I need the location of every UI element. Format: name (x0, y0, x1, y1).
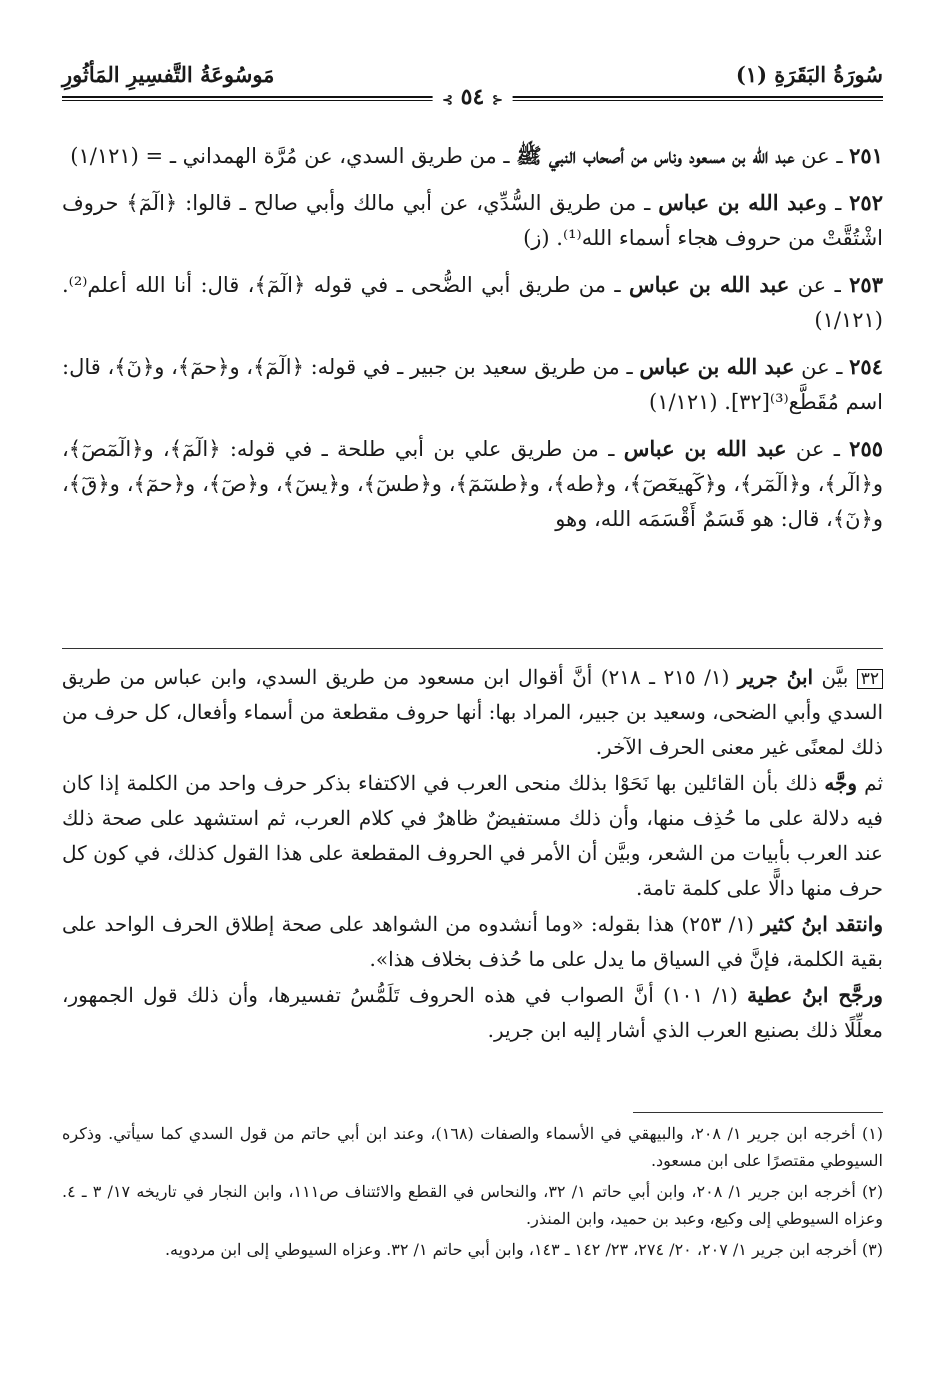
narrator: عبد الله بن مسعود وناس من أصحاب النبي ﷺ (516, 143, 795, 168)
entry-text: ـ من طريق سعيد بن جبير ـ في قوله: ﴿الٓمٓ﴾، و﴿حمٓ﴾، و﴿نٓ﴾، قال: اسم مُقَطَّع⁽³⁾[٣٢]. (62, 355, 883, 414)
commentary-paragraph (62, 978, 883, 1048)
commentary-divider (62, 648, 883, 649)
narrator: عبد الله بن عباس (639, 354, 795, 379)
narrator: عبد الله بن عباس (623, 436, 787, 461)
entry-reference: (ز) (523, 226, 550, 250)
main-text (62, 138, 883, 548)
footnote: (٢) أخرجه ابن جرير ١/ ٢٠٨، وابن أبي حاتم ١/ ٣٢، والنحاس في القطع والائتناف ص١١١، وابن النجار في تاريخه ١٧/ ٣ ـ ٤. وعزاه السيوطي إلى وكيع، وعبد بن حميد، وابن المنذر. (62, 1182, 884, 1228)
entry-lead: ـ عن (794, 355, 850, 379)
footnotes (62, 1120, 883, 1267)
book-title: مَوسُوعَةُ التَّفسِيرِ المَأثُورِ (62, 62, 275, 87)
commentary-paragraph (62, 907, 883, 977)
page-number-block (432, 84, 513, 110)
commentary-text: (١/ ١٠١) أنَّ الصواب في هذه الحروف تَلَمُّسُ تفسيرها، وأن ذلك قول الجمهور، معلِّلًا ذلك بصنيع العرب الذي أشار إليه ابن جرير. (62, 983, 883, 1042)
entry-255 (62, 431, 883, 537)
commentary-keyword: وجَّه (824, 771, 858, 795)
scholar-name: ابنُ عطية (747, 983, 829, 1007)
entry-252 (62, 185, 883, 256)
footnote-divider (633, 1112, 883, 1113)
entry-reference: (١/١٢١) (70, 144, 139, 168)
entry-text: ـ من طريق أبي الضُّحى ـ في قوله ﴿الٓمٓ﴾، قال: أنا الله أعلم⁽²⁾. (62, 273, 629, 297)
commentary-keyword: ورجَّح (828, 983, 883, 1007)
commentary-text: (١/ ٢١٥ ـ ٢١٨) أنَّ أقوال ابن مسعود من طريق السدي، وابن عباس من طريق السدي وأبي الضحى، وسعيد بن جبير، المراد بها: أنها حروف مقطعة من أسماء وأفعال، كل حرف من ذلك لمعنًى غير معنى الحرف الآخر. (62, 665, 883, 759)
narrator: عبد الله بن عباس (629, 272, 790, 297)
entry-number: ٢٥٣ (849, 272, 883, 297)
entry-254 (62, 349, 883, 420)
entry-lead: ـ عن (794, 144, 850, 168)
entry-251 (62, 138, 883, 174)
entry-text: ـ من طريق علي بن أبي طلحة ـ في قوله: ﴿الٓمٓ﴾، و﴿الٓمٓصٓ﴾، و﴿الٓر﴾، و﴿الٓمٓر﴾، و﴿كٓهيعٓصٓ﴾، و﴿طه﴾، و﴿طسٓمٓ﴾، و﴿طسٓ﴾، و﴿يسٓ﴾، و﴿صٓ﴾، و﴿حمٓ﴾، و﴿قٓ﴾، و﴿نٓ﴾، قال: هو قَسَمٌ أَقْسَمَه الله، وهو (62, 437, 883, 531)
entry-text: ـ من طريق السُّدِّي، عن أبي مالك وأبي صالح ـ قالوا: ﴿الٓمٓ﴾ حروف اشْتُقَّتْ من حروف هجاء أسماء الله⁽¹⁾. (62, 191, 883, 250)
commentary-block (62, 660, 883, 1049)
scholar-name: ابنُ كثير (761, 912, 828, 936)
entry-number: ٢٥٥ (849, 436, 884, 461)
entry-number: ٢٥٤ (849, 354, 883, 379)
page-number: ٥٤ (460, 84, 485, 110)
commentary-text: ذلك بأن القائلين بها نَحَوْا بذلك منحى العرب في الاكتفاء بذكر حرف واحد من الكلمة إذا كان فيه دلالة على ما حُذِف منها، وأن ذلك مستفيضٌ ظاهرٌ في كلام العرب، ثم استشهد على صحة ذلك عند العرب بأبيات من الشعر، وبيَّن أن الأمر في الحروف المقطعة على هذا القول كذلك، في كون كل حرف منها دالًّا على كلمة تامة. (62, 771, 883, 900)
scholar-name: ابنُ جرير (737, 665, 814, 689)
page-header (62, 58, 883, 114)
entry-reference: (١/١٢١) (648, 390, 718, 414)
commentary-text: (١/ ٢٥٣) هذا بقوله: «وما أنشدوه من الشواهد على صحة إطلاق الحرف الواحد على بقية الكلمة، فإنَّ في السياق ما يدل على ما حُذف بخلاف هذا». (62, 912, 883, 971)
footnote: (١) أخرجه ابن جرير ١/ ٢٠٨، والبيهقي في الأسماء والصفات (١٦٨)، وعند ابن أبي حاتم من قول السدي كما سيأتي. وذكره السيوطي مقتصرًا على ابن مسعود. (62, 1124, 884, 1170)
sura-title: سُورَةُ البَقَرَةِ (١) (735, 62, 883, 87)
entry-reference: (١/١٢١) (814, 308, 883, 332)
entry-lead: ـ عن (789, 273, 850, 297)
entry-lead: ـ و (817, 191, 850, 215)
narrator: عبد الله بن عباس (658, 190, 817, 215)
entry-number: ٢٥٢ (849, 190, 883, 215)
footnote: (٣) أخرجه ابن جرير ١/ ٢٠٧، ٢٠/ ٢٧٤، ٢٣/ ١٤٢ ـ ١٤٣، وابن أبي حاتم ١/ ٣٢. وعزاه السيوطي إلى ابن مردويه. (164, 1240, 883, 1259)
ornament-right-icon: ⊰ (491, 93, 503, 108)
entry-253 (62, 267, 883, 338)
entry-lead: ـ عن (786, 437, 850, 461)
entry-text: ـ من طريق السدي، عن مُرَّة الهمداني ـ = (138, 144, 517, 168)
entry-number: ٢٥١ (849, 143, 883, 168)
commentary-text: ثم (857, 771, 884, 795)
commentary-paragraph (62, 660, 883, 765)
commentary-keyword: وانتقد (827, 912, 883, 936)
commentary-paragraph (62, 766, 883, 906)
ornament-left-icon: ⊱ (442, 93, 454, 108)
commentary-box-label: ٣٢ (857, 669, 883, 689)
commentary-text: بيَّن (813, 665, 857, 689)
